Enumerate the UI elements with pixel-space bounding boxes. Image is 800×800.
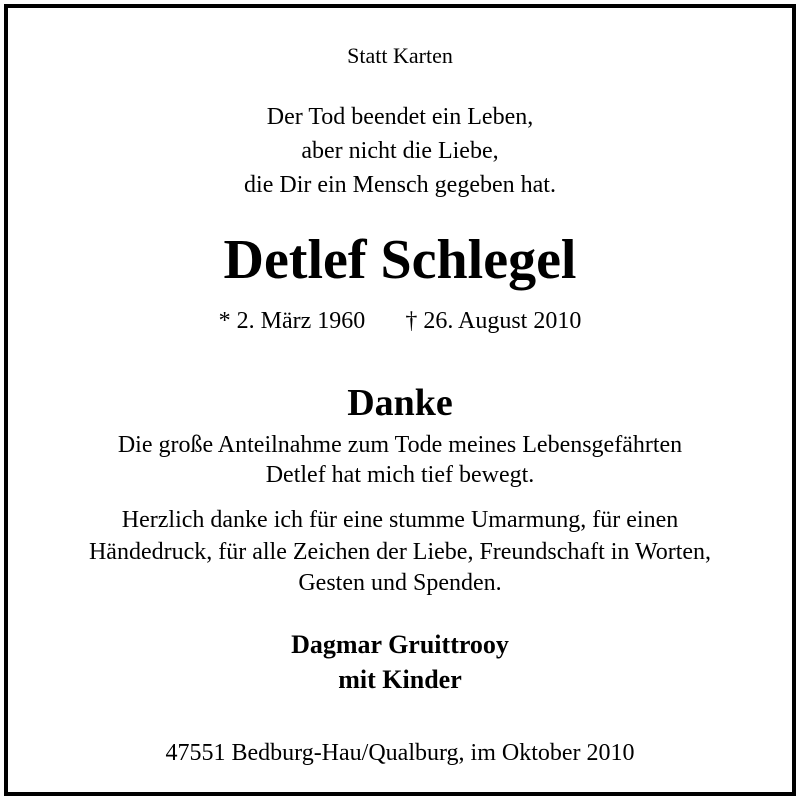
signer-name: mit Kinder	[338, 665, 462, 694]
thanks-text-line: Herzlich danke ich für eine stumme Umarmung, für einen	[121, 507, 679, 533]
birth-date: * 2. März 1960	[218, 308, 366, 334]
footer-place-date: 47551 Bedburg-Hau/Qualburg, im Oktober 2010	[165, 740, 635, 766]
verse-line: aber nicht die Liebe,	[301, 138, 499, 164]
thanks-text-line: Händedruck, für alle Zeichen der Liebe, Freundschaft in Worten,	[88, 539, 712, 565]
header-text: Statt Karten	[347, 43, 453, 68]
obituary-notice	[4, 4, 796, 796]
life-dates	[8, 309, 792, 333]
thanks-heading: Danke	[347, 382, 453, 424]
thanks-text-line: Gesten und Spenden.	[298, 570, 502, 596]
verse-line: Der Tod beendet ein Leben,	[266, 104, 534, 130]
signer-name: Dagmar Gruittrooy	[291, 630, 509, 659]
deceased-name: Detlef Schlegel	[223, 229, 577, 291]
death-date: † 26. August 2010	[405, 308, 582, 334]
verse-line: die Dir ein Mensch gegeben hat.	[244, 172, 556, 198]
thanks-text-line: Die große Anteilnahme zum Tode meines Lebensgefährten	[117, 432, 683, 458]
thanks-text-line: Detlef hat mich tief bewegt.	[265, 462, 535, 488]
